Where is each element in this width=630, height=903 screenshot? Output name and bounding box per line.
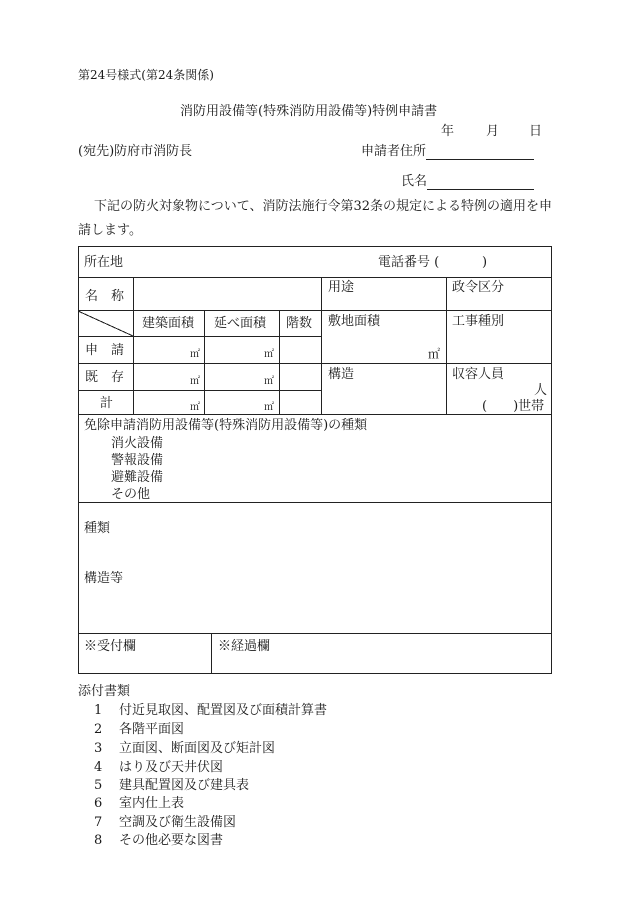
- households: ( )世帯: [482, 399, 545, 414]
- exempt-item: 避難設備: [111, 470, 164, 485]
- attachment-text: 立面図、断面図及び矩計図: [119, 741, 276, 756]
- page-title: 消防用設備等(特殊消防用設備等)特例申請書: [180, 104, 438, 119]
- attachments-title: 添付書類: [78, 684, 131, 699]
- col-total-floor-area: 延べ面積: [214, 316, 267, 331]
- date-year: 年: [441, 124, 455, 139]
- exempt-title: 免除申請消防用設備等(特殊消防用設備等)の種類: [84, 418, 368, 433]
- location-label: 所在地: [84, 255, 124, 270]
- structure-etc-label: 構造等: [84, 571, 124, 586]
- capacity-unit: 人: [534, 383, 548, 398]
- applicant-address-line: [426, 145, 534, 160]
- total-total-floor-area-unit: ㎡: [264, 402, 274, 413]
- applicant-name-line: [427, 175, 534, 190]
- attachment-item: [94, 703, 327, 719]
- apply-total-floor-area-unit: ㎡: [264, 349, 274, 360]
- body-text-line-1: 下記の防火対象物について、消防法施行令第32条の規定による特例の適用を申: [94, 199, 553, 214]
- attachment-num: 6: [94, 796, 103, 811]
- existing-total-floor-area-unit: ㎡: [264, 376, 274, 387]
- date-day: 日: [529, 124, 543, 139]
- attachment-num: 4: [94, 760, 103, 775]
- structure-label: 構造: [328, 367, 355, 382]
- col-building-area: 建築面積: [142, 316, 195, 331]
- attachment-text: 空調及び衛生設備図: [119, 815, 237, 830]
- date-month: 月: [486, 124, 500, 139]
- total-building-area-unit: ㎡: [190, 402, 200, 413]
- attachment-num: 5: [94, 778, 103, 793]
- attachment-num: 8: [94, 833, 103, 848]
- attachment-item: [94, 796, 184, 812]
- site-area-unit: ㎡: [428, 347, 441, 361]
- ordinance-class-label: 政令区分: [452, 280, 505, 295]
- apply-building-area-unit: ㎡: [190, 349, 200, 360]
- capacity-label: 収容人員: [452, 367, 505, 382]
- attachment-item: [94, 722, 184, 738]
- exempt-item: 消火設備: [111, 436, 164, 451]
- attachment-num: 2: [94, 722, 103, 737]
- name-label: 名 称: [85, 289, 125, 304]
- attachment-text: はり及び天井伏図: [119, 760, 224, 775]
- attachment-item: [94, 760, 223, 776]
- phone-close: ): [482, 255, 488, 270]
- attachment-num: 1: [94, 703, 103, 718]
- exempt-item: その他: [111, 487, 151, 502]
- row-existing-label: 既 存: [85, 370, 125, 385]
- applicant-name-field[interactable]: [401, 174, 534, 190]
- row-apply-label: 申 請: [85, 343, 125, 358]
- row-total-label: 計: [100, 396, 114, 411]
- attachment-text: 建具配置図及び建具表: [119, 778, 250, 793]
- use-label: 用途: [328, 280, 355, 295]
- applicant-name-label: 氏名: [401, 174, 428, 189]
- attachment-item: [94, 741, 275, 757]
- applicant-address-label: 申請者住所: [361, 144, 427, 159]
- attachment-text: 室内仕上表: [119, 796, 185, 811]
- form-number: 第24号様式(第24条関係): [78, 68, 214, 82]
- attachment-item: [94, 833, 223, 849]
- attachment-num: 7: [94, 815, 103, 830]
- body-text-line-2: 請します。: [78, 223, 142, 238]
- attachment-item: [94, 778, 249, 794]
- attachment-item: [94, 815, 236, 831]
- attachment-num: 3: [94, 741, 103, 756]
- construction-type-label: 工事種別: [452, 314, 505, 329]
- addressee: (宛先)防府市消防長: [78, 144, 193, 159]
- attachment-text: 各階平面図: [119, 722, 185, 737]
- phone-label: 電話番号 (: [378, 255, 440, 270]
- exempt-item: 警報設備: [111, 453, 164, 468]
- attachment-text: 付近見取図、配置図及び面積計算書: [119, 703, 328, 718]
- progress-label: ※経過欄: [218, 639, 271, 654]
- col-floors: 階数: [286, 316, 313, 331]
- attachment-text: その他必要な図書: [119, 833, 224, 848]
- applicant-address-field[interactable]: [361, 144, 534, 160]
- kind-label: 種類: [84, 521, 111, 536]
- existing-building-area-unit: ㎡: [190, 376, 200, 387]
- reception-label: ※受付欄: [84, 639, 137, 654]
- site-area-label: 敷地面積: [328, 314, 381, 329]
